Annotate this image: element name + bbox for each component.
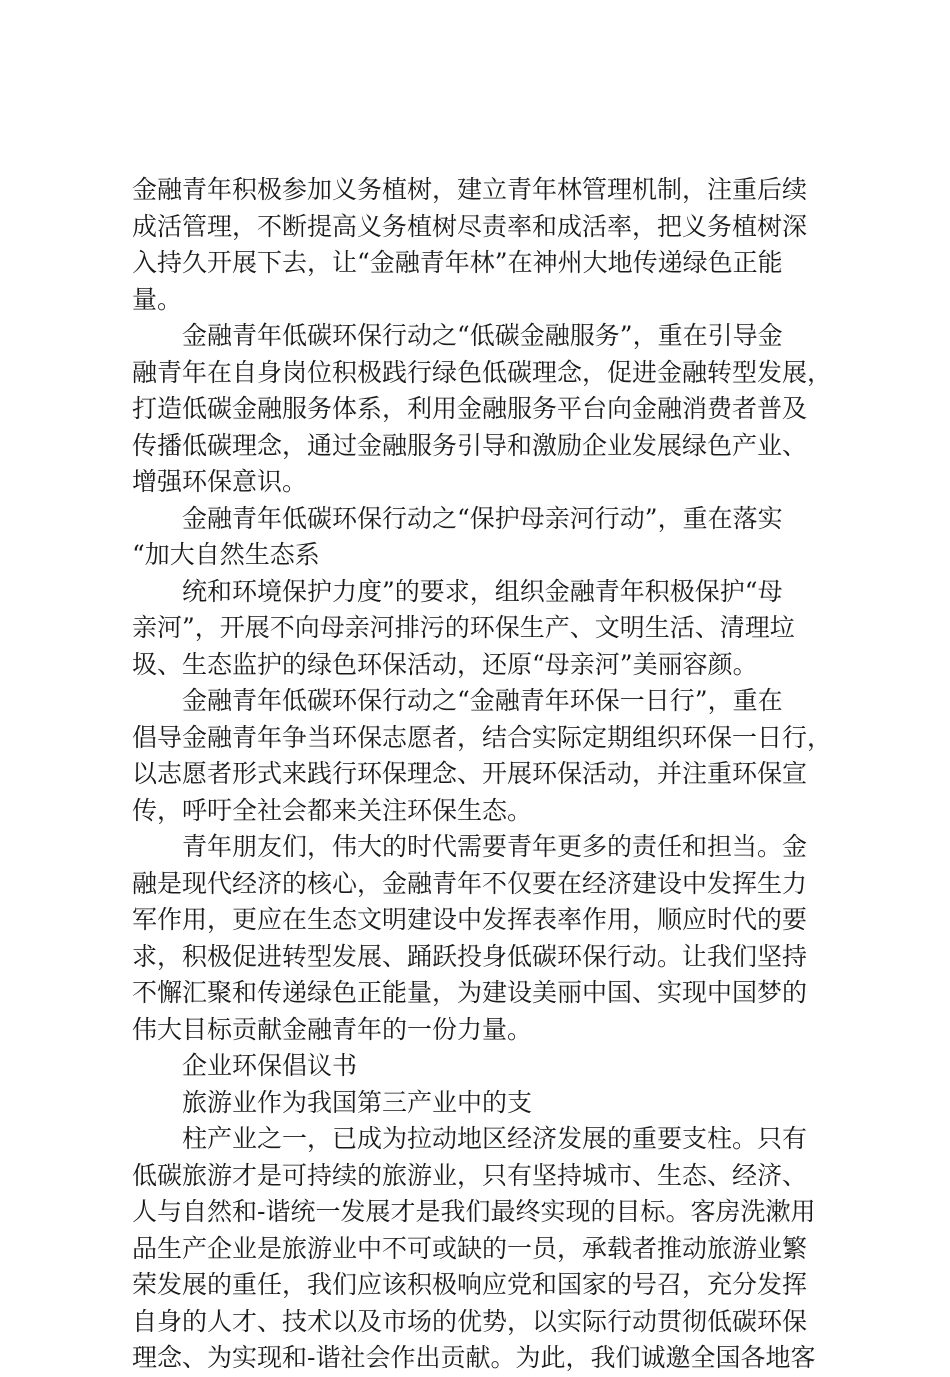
text-line: 增强环保意识。 (132, 467, 308, 496)
text-line: 圾、生态监护的绿色环保活动，还原“母亲河”美丽容颜。 (132, 649, 758, 679)
text-line: 不懈汇聚和传递绿色正能量，为建设美丽中国、实现中国梦的 (132, 978, 808, 1007)
text-line: 金融青年低碳环保行动之“低碳金融服务”，重在引导金 (182, 321, 783, 350)
text-line: 亲河”，开展不向母亲河排污的环保生产、文明生活、清理垃 (132, 613, 795, 642)
text-line: 金融青年低碳环保行动之“金融青年环保一日行”，重在 (182, 686, 783, 715)
text-line: 统和环境保护力度”的要求，组织金融青年积极保护“母 (182, 576, 783, 606)
text-line: 融青年在自身岗位积极践行绿色低碳理念，促进金融转型发展， (132, 357, 833, 387)
text-line: 求，积极促进转型发展、踊跃投身低碳环保行动。让我们坚持 (132, 941, 808, 971)
text-line: 柱产业之一，已成为拉动地区经济发展的重要支柱。只有 (182, 1124, 808, 1153)
text-line: 金融青年低碳环保行动之“保护母亲河行动”，重在落实 (182, 503, 783, 533)
text-line: 品生产企业是旅游业中不可或缺的一员，承载者推动旅游业繁 (132, 1233, 808, 1263)
text-line: 以志愿者形式来践行环保理念、开展环保活动，并注重环保宣 (132, 759, 808, 788)
text-line: 伟大目标贡献金融青年的一份力量。 (132, 1014, 533, 1044)
text-line: 打造低碳金融服务体系，利用金融服务平台向金融消费者普及 (132, 394, 808, 423)
text-line: 倡导金融青年争当环保志愿者，结合实际定期组织环保一日行， (132, 722, 833, 752)
text-line: 企业环保倡议书 (182, 1051, 358, 1080)
text-line: 成活管理，不断提高义务植树尽责率和成活率，把义务植树深 (132, 211, 808, 241)
text-line: 低碳旅游才是可持续的旅游业，只有坚持城市、生态、经济、 (132, 1160, 808, 1190)
text-line: 融是现代经济的核心，金融青年不仅要在经济建设中发挥生力 (132, 868, 808, 898)
text-line: 传播低碳理念，通过金融服务引导和激励企业发展绿色产业、 (132, 430, 808, 460)
text-line: 青年朋友们，伟大的时代需要青年更多的责任和担当。金 (182, 832, 808, 861)
text-line: 自身的人才、技术以及市场的优势，以实际行动贯彻低碳环保 (132, 1306, 808, 1336)
text-line: 入持久开展下去，让“金融青年林”在神州大地传递绿色正能 (132, 248, 783, 277)
text-line: 传，呼吁全社会都来关注环保生态。 (132, 795, 533, 825)
text-line: 军作用，更应在生态文明建设中发挥表率作用，顺应时代的要 (132, 905, 808, 934)
document-body (132, 172, 832, 1377)
text-line: 人与自然和-谐统一发展才是我们最终实现的目标。客房洗漱用 (132, 1197, 816, 1226)
text-line: 旅游业作为我国第三产业中的支 (182, 1087, 533, 1117)
text-line: 荣发展的重任，我们应该积极响应党和国家的号召，充分发挥 (132, 1270, 808, 1299)
text-line: 量。 (132, 284, 183, 314)
text-line: “加大自然生态系 (132, 540, 320, 569)
text-line: 金融青年积极参加义务植树，建立青年林管理机制，注重后续 (132, 175, 808, 204)
text-line: 理念、为实现和-谐社会作出贡献。为此，我们诚邀全国各地客 (132, 1343, 816, 1372)
